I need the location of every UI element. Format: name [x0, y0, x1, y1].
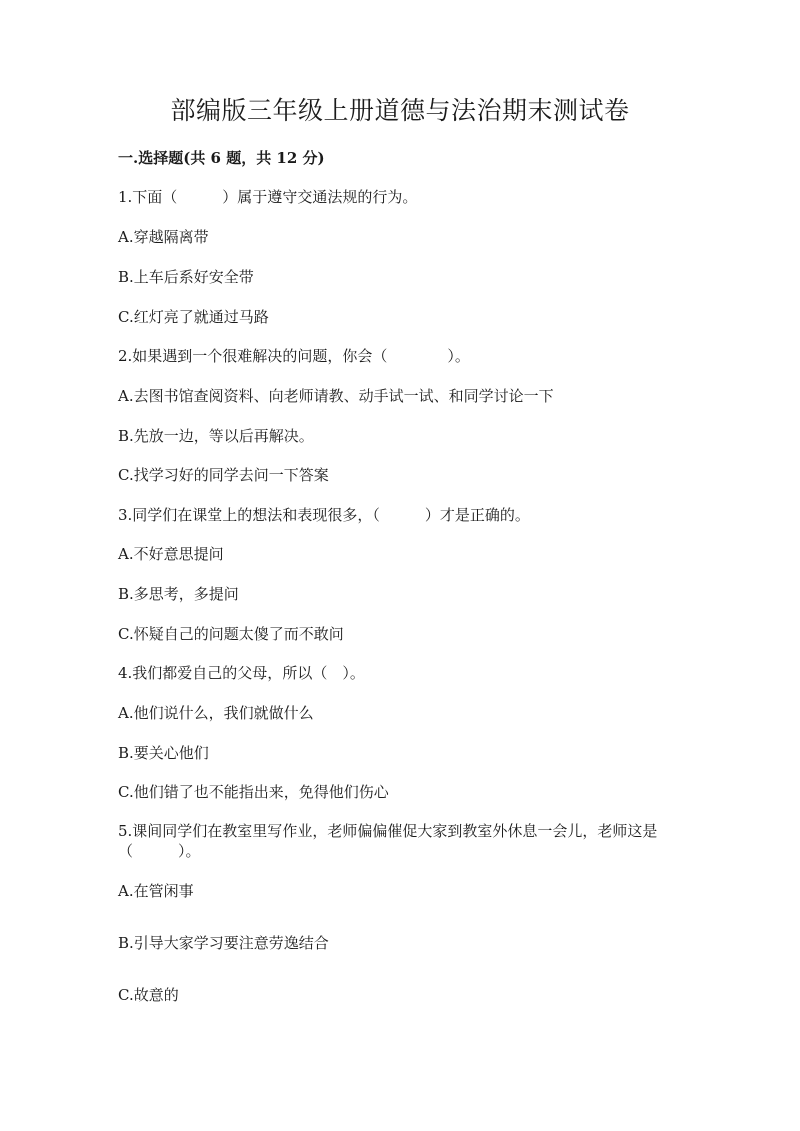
question-stem-3: 3.同学们在课堂上的想法和表现很多，（ ）才是正确的。	[118, 506, 530, 524]
question-stem-2: 2.如果遇到一个很难解决的问题，你会（ ）。	[118, 347, 470, 365]
question-stem-4: 4.我们都爱自己的父母，所以（ ）。	[118, 664, 365, 682]
question-stem-1: 1.下面（ ）属于遵守交通法规的行为。	[118, 188, 418, 206]
question-3-option-b: B.多思考，多提问	[118, 585, 239, 603]
question-1-option-a: A.穿越隔离带	[118, 228, 209, 246]
question-4-option-a: A.他们说什么，我们就做什么	[118, 704, 314, 722]
question-5-option-b: B.引导大家学习要注意劳逸结合	[118, 934, 329, 952]
question-stem-5: 5.课间同学们在教室里写作业，老师偏偏催促大家到教室外休息一会儿，老师这是（ ）。	[118, 822, 658, 860]
question-2-option-a: A.去图书馆查阅资料、向老师请教、动手试一试、和同学讨论一下	[118, 387, 554, 405]
question-5-option-c: C.故意的	[118, 986, 179, 1004]
question-3-option-a: A.不好意思提问	[118, 545, 224, 563]
question-4-option-b: B.要关心他们	[118, 744, 209, 762]
document-title: 部编版三年级上册道德与法治期末测试卷	[170, 96, 630, 125]
question-2-option-b: B.先放一边，等以后再解决。	[118, 427, 314, 445]
question-2-option-c: C.找学习好的同学去问一下答案	[118, 466, 329, 484]
question-1-option-c: C.红灯亮了就通过马路	[118, 308, 269, 326]
question-4-option-c: C.他们错了也不能指出来，免得他们伤心	[118, 783, 389, 801]
question-1-option-b: B.上车后系好安全带	[118, 268, 254, 286]
question-5-option-a: A.在管闲事	[118, 882, 194, 900]
question-3-option-c: C.怀疑自己的问题太傻了而不敢问	[118, 625, 344, 643]
section-heading: 一.选择题(共 6 题，共 12 分)	[118, 149, 325, 167]
